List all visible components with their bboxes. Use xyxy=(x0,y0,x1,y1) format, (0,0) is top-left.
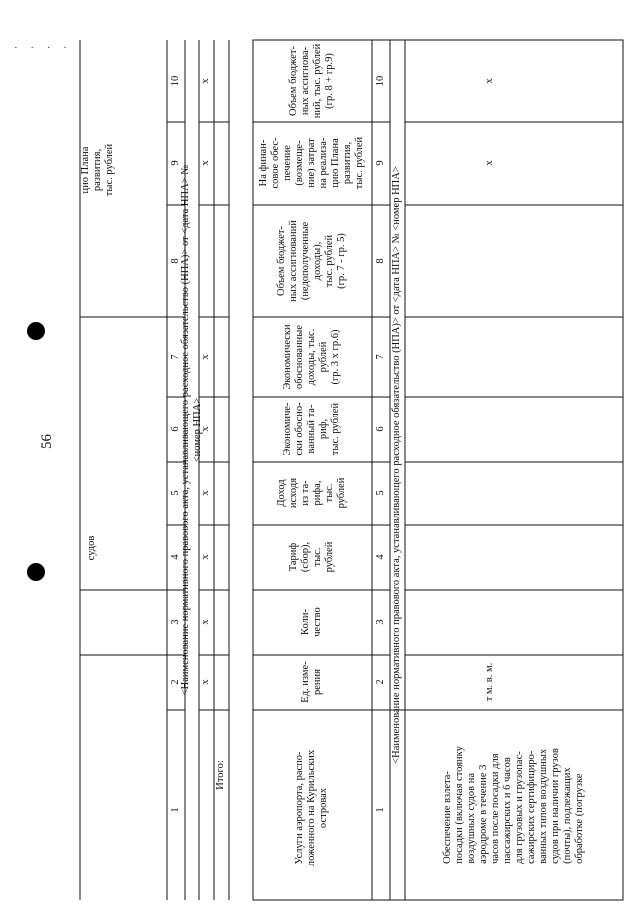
main-header-col10: Объем бюджет- ных ассигнова- ний, тыс. рублей (гр. 8 + гр.9) xyxy=(288,43,335,119)
top-column-number: 8 xyxy=(170,258,181,264)
top-x-mark: x xyxy=(200,426,211,432)
top-column-number: 9 xyxy=(170,160,181,166)
top-column-number: 2 xyxy=(170,679,181,685)
row-service-description: Обеспечение взлета- посадки (включая стоянку воздушных судов на аэродроме в течение 3 часов после посадки для пассажирских и 6 часов для грузовых и грузопас- сажирских сертифициро- ванных типов воздушных судов при наличии грузов (почты), подлежащих обработке (погрузке xyxy=(442,746,585,864)
main-header-col9: На финан- совое обес- печение (возмеще- ние) затрат на реализа- цию Плана развития, тыс. рублей xyxy=(258,136,365,190)
main-header-col7: Экономически обоснованные доходы, тыс. рублей (гр. 3 x гр.6) xyxy=(282,324,341,390)
main-header-col1: Услуги аэропорта, распо- ложенного на Курильских островах xyxy=(294,749,329,867)
main-column-number: 2 xyxy=(375,679,386,685)
main-header-col6: Экономиче- ски обосно- ванный та- риф, тыс. рублей xyxy=(282,402,341,456)
row-x-col9: x xyxy=(484,160,495,166)
main-header-col5: Доход исходя из та- рифа, тыс. рублей xyxy=(276,477,347,509)
top-column-number: 10 xyxy=(170,75,181,87)
row-unit: т м. в. м. xyxy=(484,662,495,702)
row-x-col10: x xyxy=(484,78,495,84)
main-column-number: 7 xyxy=(375,354,386,360)
top-column-number: 4 xyxy=(170,554,181,560)
top-column-number: 7 xyxy=(170,354,181,360)
main-column-number: 6 xyxy=(375,426,386,432)
top-column-number: 3 xyxy=(170,619,181,625)
main-npa-caption: <Наименование нормативного правового акта, устанавливающего расходное обязательство (НПА)> от <дата НПА> № <номер НПА> xyxy=(391,166,402,764)
top-x-mark: x xyxy=(200,78,211,84)
top-column-number: 6 xyxy=(170,426,181,432)
main-column-number: 1 xyxy=(375,807,386,813)
top-x-mark: x xyxy=(200,554,211,560)
top-column-number: 1 xyxy=(170,807,181,813)
main-header-col3: Коли- чество xyxy=(300,607,323,637)
main-column-number: 8 xyxy=(375,258,386,264)
top-x-mark: x xyxy=(200,354,211,360)
top-x-mark: x xyxy=(200,679,211,685)
top-total-label: Итого: xyxy=(215,760,226,790)
main-header-col2: Ед. изме- рения xyxy=(300,661,323,703)
main-column-number: 9 xyxy=(375,160,386,166)
top-x-mark: x xyxy=(200,619,211,625)
main-header-col4: Тариф (сбор), тыс. рублей xyxy=(288,541,335,573)
top-header-label-sudov: судов xyxy=(86,535,97,561)
main-header-col8: Объем бюджет- ных ассигнований (недополученные доходы), тыс. рублей (гр. 7 - гр. 5) xyxy=(276,220,347,302)
top-column-number: 5 xyxy=(170,490,181,496)
page-number: 56 xyxy=(39,434,55,449)
main-column-number: 5 xyxy=(375,490,386,496)
top-header-label-plan: цио Плана развития, тыс. рублей xyxy=(80,143,115,197)
main-column-number: 10 xyxy=(375,75,386,87)
top-x-mark: x xyxy=(200,490,211,496)
main-column-number: 3 xyxy=(375,619,386,625)
binding-dots: · · · · xyxy=(14,42,72,54)
top-npa-caption: <Наименование нормативного правового акта, устанавливающего расходное обязательство (НПА)> от <дата НПА> № <номер НПА> xyxy=(180,164,203,696)
main-column-number: 4 xyxy=(375,554,386,560)
top-x-mark: x xyxy=(200,160,211,166)
